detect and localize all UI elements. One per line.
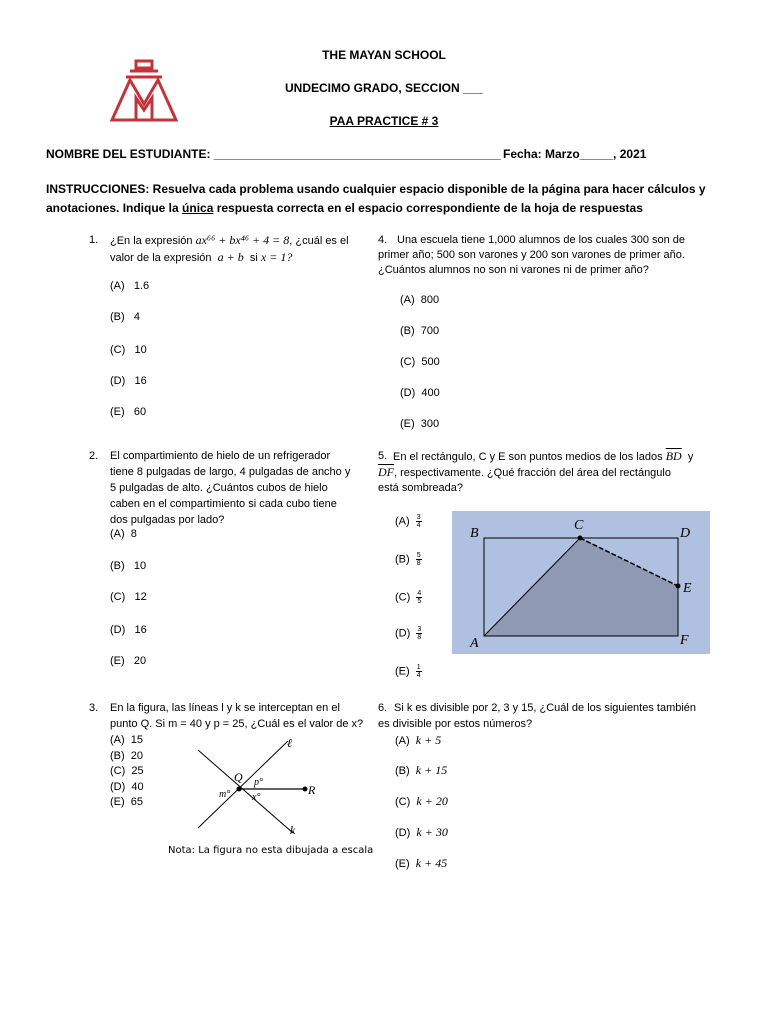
q3-line: punto Q. Si m = 40 y p = 25, ¿Cuál es el valor de x? — [110, 718, 364, 730]
q2-line: dos pulgadas por lado? — [110, 514, 225, 526]
q4-option-a[interactable]: (A) 800 — [400, 294, 440, 306]
instructions-line1: Resuelva cada problema usando cualquier espacio disponible de la página para hacer cálculos y — [149, 182, 706, 196]
q4-number: 4. — [378, 234, 388, 246]
q2-option-a[interactable]: (A) 8 — [110, 528, 137, 540]
q6-line1: Si k es divisible por 2, 3 y 15, ¿Cuál de los siguientes también — [394, 702, 697, 714]
q6-option-d[interactable]: (D) k + 30 — [395, 825, 448, 839]
instructions — [46, 180, 736, 218]
instructions-unica: única — [182, 201, 214, 215]
q2-number: 2. — [89, 450, 99, 462]
q6-option-a[interactable]: (A) k + 5 — [395, 733, 442, 747]
q4-line2: primer año; 500 son varones y 200 son varones de primer año. — [378, 249, 685, 261]
student-name-field[interactable]: NOMBRE DEL ESTUDIANTE: ___________________________________________ — [46, 147, 501, 161]
q1-option-e[interactable]: (E) 60 — [110, 406, 147, 418]
q5-option-e[interactable]: (E) $\frac{1}{4}$ — [395, 664, 421, 679]
q5-line2-text: , respectivamente. ¿Qué fracción del área del rectángulo — [394, 467, 671, 479]
point-q — [237, 787, 242, 792]
q1-option-c[interactable]: (C) 10 — [110, 344, 147, 356]
q1-expression2: a + b — [217, 250, 244, 264]
q2-line: 5 pulgadas de alto. ¿Cuántos cubos de hielo — [110, 482, 328, 494]
q3-option-b[interactable]: (B) 20 — [110, 749, 144, 762]
q1-option-b[interactable]: (B) 4 — [110, 311, 140, 323]
label-d: D — [680, 526, 691, 541]
label-e: E — [683, 581, 692, 596]
q1-option-d[interactable]: (D) 16 — [110, 375, 147, 387]
date-field[interactable]: Fecha: Marzo_____, 2021 — [503, 147, 647, 161]
label-x: x° — [252, 792, 261, 803]
line-k — [198, 750, 293, 833]
label-a: A — [470, 636, 479, 651]
q1-text-a: ¿En la expresión — [110, 235, 193, 247]
instructions-line2a: anotaciones. Indique la — [46, 201, 183, 215]
q1-option-a[interactable]: (A) 1.6 — [110, 280, 150, 292]
instructions-label: INSTRUCCIONES: — [46, 182, 150, 196]
label-c: C — [574, 518, 584, 533]
q2-option-b[interactable]: (B) 10 — [110, 560, 147, 572]
q5-line3: está sombreada? — [378, 482, 463, 494]
q5-number: 5. — [378, 450, 388, 462]
q6-number: 6. — [378, 702, 388, 714]
point-c — [578, 536, 583, 541]
q4-option-c[interactable]: (C) 500 — [400, 356, 440, 368]
q4-option-d[interactable]: (D) 400 — [400, 387, 440, 399]
practice-title: PAA PRACTICE # 3 — [329, 114, 439, 128]
q5-y: y — [687, 451, 694, 463]
q1-line2: valor de la expresión — [110, 252, 212, 264]
q3-text — [110, 700, 372, 732]
label-f: F — [680, 633, 689, 648]
q6-option-c[interactable]: (C) k + 20 — [395, 794, 448, 808]
q4-line1: Una escuela tiene 1,000 alumnos de los cuales 300 son de — [397, 234, 686, 246]
q5-option-d[interactable]: (D) $\frac{3}{8}$ — [395, 626, 422, 641]
q2-line: tiene 8 pulgadas de largo, 4 pulgadas de ancho y — [110, 466, 351, 478]
q3-options — [110, 733, 144, 811]
figure-note: Nota: La figura no esta dibujada a escala — [168, 845, 374, 856]
label-l: ℓ — [287, 736, 292, 750]
q6-option-e[interactable]: (E) k + 45 — [395, 856, 448, 870]
label-q: Q — [234, 770, 243, 784]
q6-line2: es divisible por estos números? — [378, 718, 533, 730]
q1-text — [110, 232, 372, 266]
q1-expression: ax⁶⁶ + bx⁴⁶ + 4 = 8 — [195, 233, 290, 247]
q5-line1 — [393, 448, 693, 465]
q3-option-c[interactable]: (C) 25 — [110, 765, 144, 777]
q2-text — [110, 448, 372, 528]
q2-line: caben en el compartimiento si cada cubo tiene — [110, 498, 337, 510]
rectangle-figure — [452, 511, 710, 654]
q5-line2 — [378, 464, 671, 481]
label-p: p° — [254, 777, 263, 788]
q1-expression3: x = 1? — [260, 250, 293, 264]
school-name: THE MAYAN SCHOOL — [322, 48, 446, 62]
q5-option-b[interactable]: (B) $\frac{5}{8}$ — [395, 552, 421, 567]
q3-option-a[interactable]: (A) 15 — [110, 734, 144, 746]
label-k: k — [290, 823, 296, 837]
point-r — [303, 787, 308, 792]
label-m: m° — [219, 789, 231, 800]
q5-segment-bd: $\overline{BD}$ — [665, 449, 682, 463]
q3-number: 3. — [89, 702, 99, 714]
grade-section: UNDECIMO GRADO, SECCION ___ — [284, 81, 484, 95]
q6-option-b[interactable]: (B) k + 15 — [395, 763, 448, 777]
q4-line3: ¿Cuántos alumnos no son ni varones ni de primer año? — [378, 264, 649, 276]
lines-figure — [195, 733, 335, 843]
point-e — [676, 584, 681, 589]
q2-option-c[interactable]: (C) 12 — [110, 591, 147, 603]
q1-si: si — [249, 252, 258, 264]
q3-option-d[interactable]: (D) 40 — [110, 780, 144, 793]
q3-line: En la figura, las líneas l y k se interceptan en el — [110, 702, 340, 714]
q5-option-a[interactable]: (A) $\frac{3}{4}$ — [395, 514, 421, 529]
instructions-line2b: respuesta correcta en el espacio correspondiente de la hoja de respuestas — [213, 201, 643, 215]
label-b: B — [470, 526, 479, 541]
q2-option-d[interactable]: (D) 16 — [110, 624, 147, 636]
q3-option-e[interactable]: (E) 65 — [110, 796, 144, 808]
q5-segment-df: $\overline{DF}$ — [378, 465, 394, 479]
q2-line: El compartimiento de hielo de un refrigerador — [110, 450, 331, 462]
q4-option-b[interactable]: (B) 700 — [400, 325, 440, 337]
q1-number: 1. — [89, 234, 99, 246]
q5-line1-text: En el rectángulo, C y E son puntos medios de los lados — [393, 451, 663, 463]
line-l — [198, 741, 288, 828]
q5-option-c[interactable]: (C) $\frac{4}{5}$ — [395, 590, 422, 605]
q4-option-e[interactable]: (E) 300 — [400, 418, 440, 430]
label-r: R — [308, 783, 316, 797]
q2-option-e[interactable]: (E) 20 — [110, 655, 147, 667]
q1-text-b: , ¿cuál es el — [289, 235, 349, 247]
